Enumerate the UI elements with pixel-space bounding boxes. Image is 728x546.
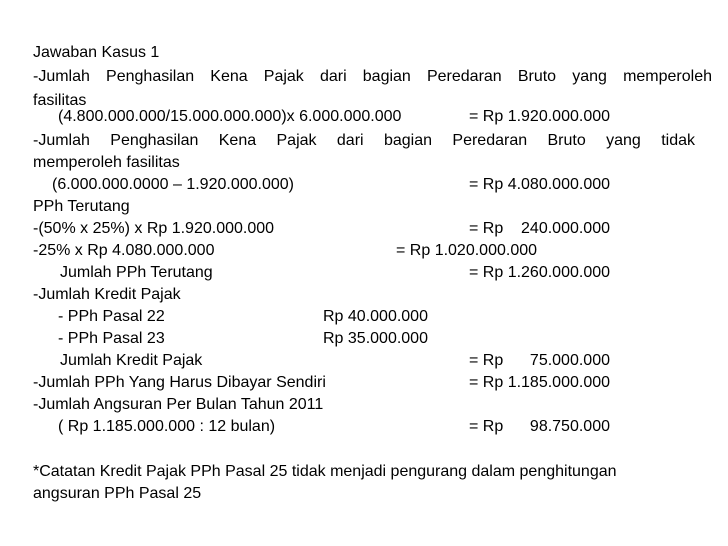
item2-text-line1: -Jumlah Penghasilan Kena Pajak dari bagian Peredaran Bruto yang tidak: [33, 132, 695, 149]
pph-total-value: = Rp 1.260.000.000: [469, 264, 611, 281]
document-title: Jawaban Kasus 1: [33, 44, 160, 61]
note-line1: *Catatan Kredit Pajak PPh Pasal 25 tidak menjadi pengurang dalam penghitungan: [33, 463, 617, 480]
pph-heading: PPh Terutang: [33, 198, 130, 215]
kredit-total-label: Jumlah Kredit Pajak: [60, 352, 203, 369]
kredit-heading: -Jumlah Kredit Pajak: [33, 286, 181, 303]
dibayar-value: = Rp 1.185.000.000: [469, 374, 611, 391]
kredit-pasal22-label: - PPh Pasal 22: [58, 308, 165, 325]
item2-calculation: (6.000.000.0000 – 1.920.000.000): [52, 176, 294, 193]
item2-result: = Rp 4.080.000.000: [469, 176, 611, 193]
item1-text-line2: fasilitas: [33, 92, 87, 109]
angsuran-value: = Rp 98.750.000: [469, 418, 610, 435]
angsuran-label: -Jumlah Angsuran Per Bulan Tahun 2011: [33, 396, 324, 413]
note-line2: angsuran PPh Pasal 25: [33, 485, 202, 502]
pph-total-label: Jumlah PPh Terutang: [60, 264, 213, 281]
item2-text-line2: memperoleh fasilitas: [33, 154, 180, 171]
pph-row1-value: = Rp 240.000.000: [469, 220, 610, 237]
kredit-pasal23-value: Rp 35.000.000: [323, 330, 428, 347]
item1-result: = Rp 1.920.000.000: [469, 108, 611, 125]
pph-row1-label: -(50% x 25%) x Rp 1.920.000.000: [33, 220, 275, 237]
kredit-pasal22-value: Rp 40.000.000: [323, 308, 428, 325]
pph-row2-label: -25% x Rp 4.080.000.000: [33, 242, 215, 259]
angsuran-calculation: ( Rp 1.185.000.000 : 12 bulan): [58, 418, 276, 435]
dibayar-label: -Jumlah PPh Yang Harus Dibayar Sendiri: [33, 374, 326, 391]
item1-text-line1: -Jumlah Penghasilan Kena Pajak dari bagian Peredaran Bruto yang memperoleh: [33, 68, 712, 85]
pph-row2-value: = Rp 1.020.000.000: [396, 242, 538, 259]
kredit-pasal23-label: - PPh Pasal 23: [58, 330, 165, 347]
kredit-total-value: = Rp 75.000.000: [469, 352, 610, 369]
item1-calculation: (4.800.000.000/15.000.000.000)x 6.000.000.000: [58, 108, 402, 125]
